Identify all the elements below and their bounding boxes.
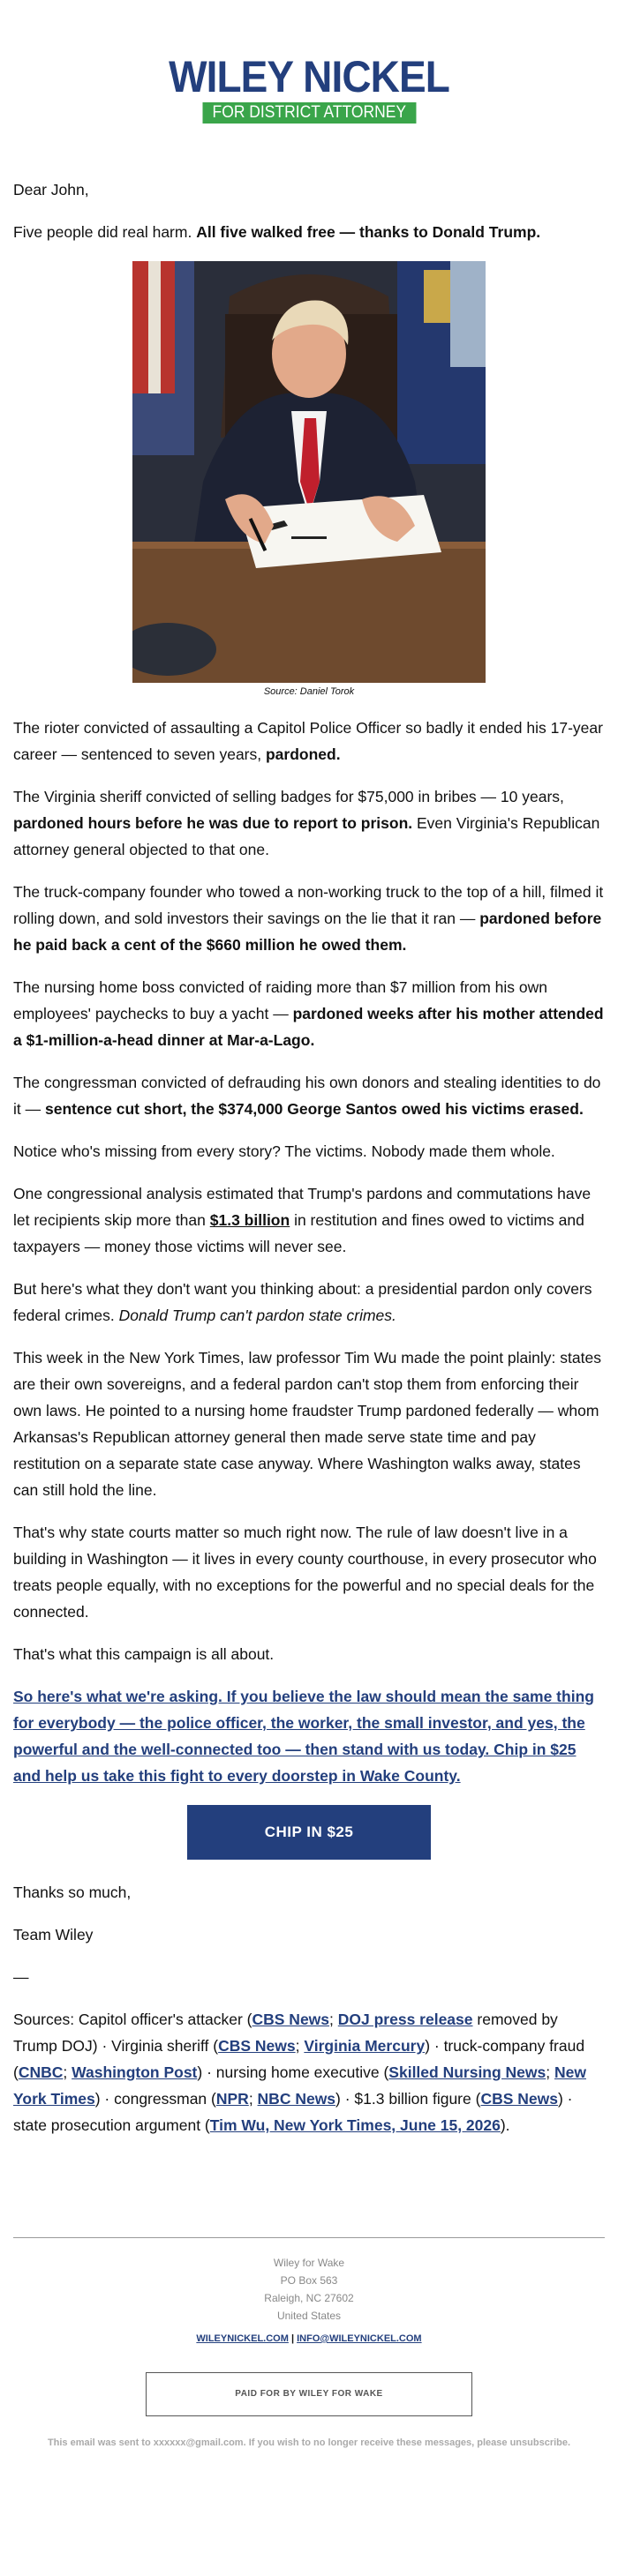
logo-name: WILEY NICKEL [169, 52, 449, 101]
sources-text: ) · $1.3 billion figure ( [335, 2090, 481, 2108]
photo-block [132, 261, 486, 699]
source-link-doj[interactable]: DOJ press release [337, 2011, 473, 2028]
source-link-tim-wu[interactable]: Tim Wu, New York Times, June 15, 2026 [209, 2116, 501, 2134]
email-link: INFO@WILEYNICKEL.COM [297, 2333, 422, 2344]
source-link-cbs-1[interactable]: CBS News [252, 2011, 330, 2028]
logo-subtitle: FOR DISTRICT ATTORNEY [202, 102, 416, 124]
paragraph-sheriff [13, 783, 605, 863]
intro-emphasis: All five walked free — thanks to Donald Trump. [196, 223, 541, 241]
paragraph-congressman [13, 1069, 605, 1122]
state-crimes-text: But here's what they don't want you thinking about: a presidential pardon only covers federal crimes. [13, 1280, 592, 1324]
paragraph-state-courts: That's why state courts matter so much right now. The rule of law doesn't live in a building in Washington — it lives in every county courthouse, in every prosecutor who treats people equally, with no exceptions for the powerful and no special deals for the connected. [13, 1524, 597, 1621]
paragraph-tim-wu: This week in the New York Times, law professor Tim Wu made the point plainly: states are their own sovereigns, and a federal pardon can't stop them from enforcing their own laws. He pointed to a nursing home fraudster Trump pardoned federally — whom Arkansas's Republican attorney general then made serve state time and pay restitution on a separate state case anyway. Where Washington walks away, states can still hold the line. [13, 1349, 601, 1499]
analysis-text-a: One congressional analysis estimated that Trump's pardons and commutations have let recipients skip more than [13, 1185, 592, 1229]
truck-text: The truck-company founder who towed a non-working truck to the top of a hill, filmed it rolling down, and sold investors their savings on the lie that it ran — [13, 883, 604, 927]
rioter-text: The rioter convicted of assaulting a Capitol Police Officer so badly it ended his 17-year career — sentenced to seven years, [13, 719, 603, 763]
greeting: Dear John, [13, 181, 89, 198]
sheriff-tail: Even Virginia's Republican attorney general objected to that one. [13, 814, 600, 858]
source-link-washington-post[interactable]: Washington Post [72, 2063, 198, 2081]
photo-caption: Source: Daniel Torok [263, 686, 355, 697]
sheriff-emphasis: pardoned hours before he was due to report to prison. [13, 814, 413, 832]
email-footer [13, 2237, 605, 2448]
campaign-logo [0, 52, 618, 124]
truck-emphasis: pardoned before he paid back a cent of the $660 million he owed them. [13, 910, 602, 954]
paid-for-by-box: PAID FOR BY WILEY FOR WAKE [146, 2372, 472, 2416]
sources-paragraph [13, 2006, 605, 2138]
source-link-cbs-3[interactable]: CBS News [480, 2090, 558, 2108]
sheriff-text: The Virginia sheriff convicted of selling badges for $75,000 in bribes — 10 years, [13, 788, 564, 805]
trump-signing-photo [132, 261, 486, 683]
analysis-text-b: in restitution and fines owed to victims and taxpayers — money those victims will never see. [13, 1211, 584, 1255]
paragraph-rioter [13, 715, 605, 768]
sources-text: ) · state prosecution argument ( [13, 2090, 573, 2134]
footer-link-separator: | [288, 2333, 298, 2344]
sources-text: ) · congressman ( [94, 2090, 216, 2108]
billion-link[interactable]: $1.3 billion [209, 1211, 290, 1229]
thanks-line: Thanks so much, [13, 1883, 132, 1901]
footer-links [13, 2333, 605, 2344]
paragraph-state-crimes [13, 1276, 605, 1329]
source-link-new-york-times[interactable]: New York Times [13, 2063, 586, 2108]
footer-country: United States [276, 2310, 342, 2322]
unsubscribe-notice[interactable]: This email was sent to xxxxxx@gmail.com. If you wish to no longer receive these messages, please unsubscribe. [47, 2437, 571, 2448]
footer-org: Wiley for Wake [273, 2257, 345, 2269]
sources-text: ) · nursing home executive ( [197, 2063, 389, 2081]
sources-text: ) · truck-company fraud ( [13, 2037, 585, 2081]
footer-po-box: PO Box 563 [280, 2274, 338, 2287]
sources-sep: ; [546, 2063, 554, 2081]
sources-sep: ; [63, 2063, 72, 2081]
sources-sep: ; [329, 2011, 338, 2028]
congressman-emphasis: sentence cut short, the $374,000 George Santos owed his victims erased. [44, 1100, 584, 1118]
sources-text: ). [500, 2116, 510, 2134]
cta-container [13, 1805, 605, 1860]
source-link-nbc[interactable]: NBC News [257, 2090, 336, 2108]
paragraph-analysis [13, 1180, 605, 1260]
source-link-cbs-2[interactable]: CBS News [218, 2037, 296, 2055]
email-body [13, 176, 605, 2154]
sources-text: removed by Trump DOJ) · Virginia sheriff ( [13, 2011, 558, 2055]
chip-in-button[interactable]: CHIP IN $25 [187, 1805, 431, 1860]
nursing-emphasis: pardoned weeks after his mother attended a $1-million-a-head dinner at Mar-a-Lago. [13, 1005, 604, 1049]
source-link-npr[interactable]: NPR [215, 2090, 249, 2108]
paragraph-victims: Notice who's missing from every story? The victims. Nobody made them whole. [13, 1142, 555, 1160]
footer-city: Raleigh, NC 27602 [264, 2292, 354, 2304]
intro-paragraph [13, 219, 605, 245]
nursing-text: The nursing home boss convicted of raiding more than $7 million from his own employees' paychecks to buy a yacht — [13, 978, 548, 1022]
rioter-emphasis: pardoned. [265, 745, 341, 763]
intro-text: Five people did real harm. [13, 223, 197, 241]
source-link-skilled-nursing-news[interactable]: Skilled Nursing News [388, 2063, 546, 2081]
sources-text: Sources: Capitol officer's attacker ( [13, 2011, 252, 2028]
source-link-cnbc[interactable]: CNBC [18, 2063, 64, 2081]
source-link-virginia-mercury[interactable]: Virginia Mercury [304, 2037, 426, 2055]
ask-paragraph [13, 1683, 605, 1789]
paragraph-campaign: That's what this campaign is all about. [13, 1645, 275, 1663]
sources-sep: ; [248, 2090, 258, 2108]
donation-ask-link[interactable]: So here's what we're asking. If you believe the law should mean the same thing for everybody — the police officer, the worker, the small investor, and yes, the powerful and the well-connected too — then stand with us today. Chip in $25 and help us take this fight to every doorstep in Wake County. [13, 1688, 594, 1785]
congressman-text: The congressman convicted of defrauding his own donors and stealing identities to do it — [13, 1074, 601, 1118]
paragraph-nursing-home [13, 974, 605, 1053]
paragraph-truck-founder [13, 879, 605, 958]
dash-divider: — [13, 1968, 29, 1986]
signoff-line: Team Wiley [13, 1926, 94, 1943]
state-crimes-emphasis: Donald Trump can't pardon state crimes. [118, 1307, 396, 1324]
mailing-address [13, 2254, 605, 2325]
website-link[interactable]: WILEYNICKEL.COM [196, 2333, 289, 2344]
sources-sep: ; [295, 2037, 305, 2055]
